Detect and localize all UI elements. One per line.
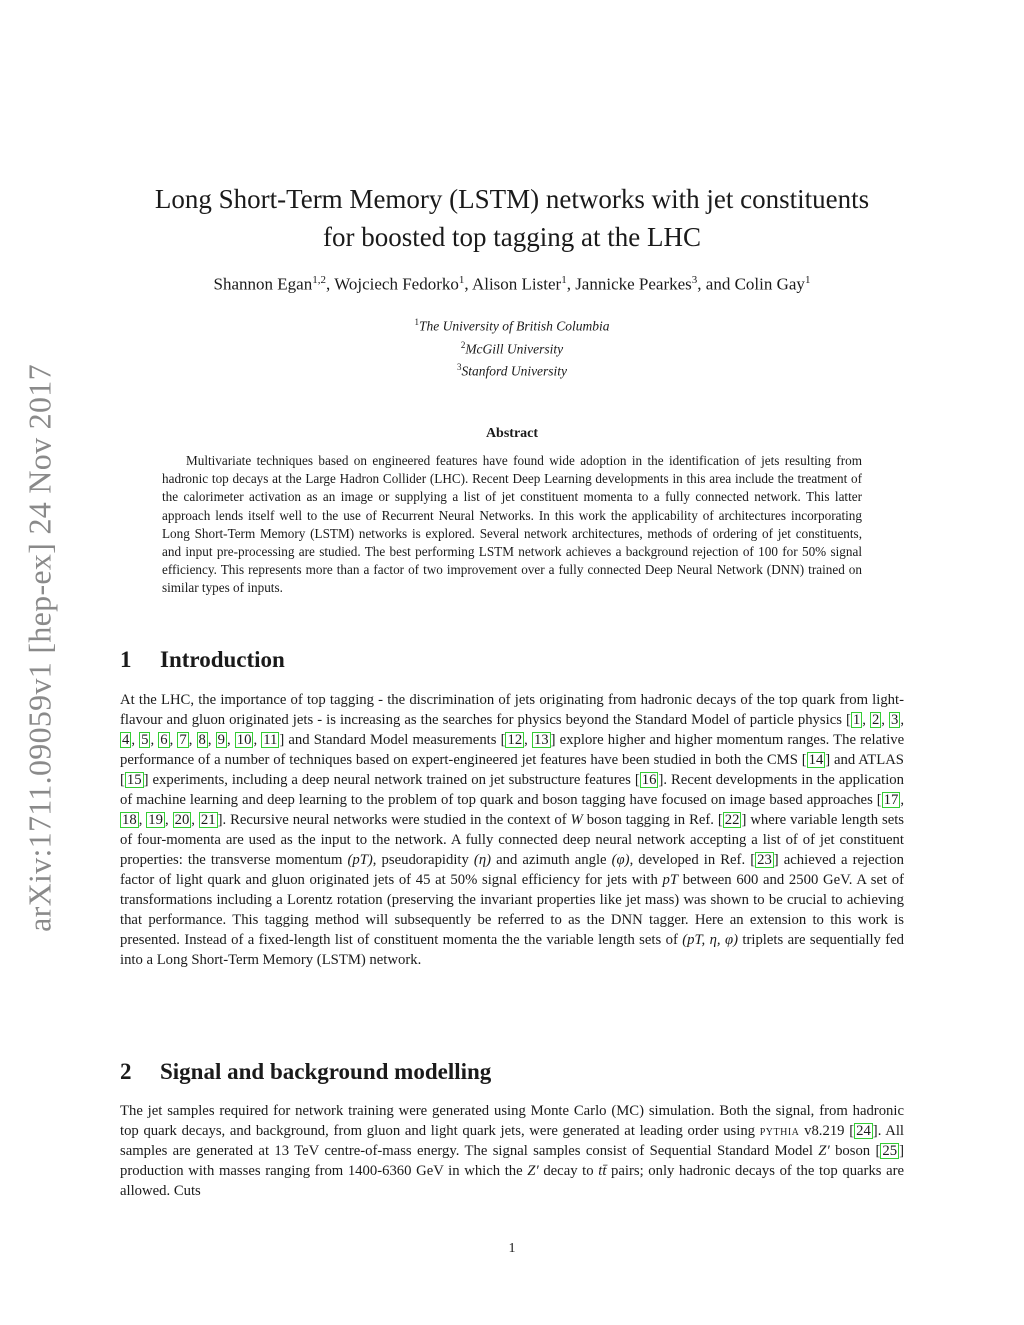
citation-link[interactable]: 5 xyxy=(141,732,149,748)
text-run: and Standard Model measurements xyxy=(288,732,497,748)
author: Alison Lister xyxy=(471,274,562,294)
author-affiliation-mark: 1 xyxy=(458,274,465,286)
citation-link[interactable]: 17 xyxy=(883,792,899,808)
math-symbol: (η) xyxy=(473,852,491,868)
text-run: triplets are sequentially fed into a Long Short-Term Memory (LSTM) network. xyxy=(120,932,905,968)
author: Jannicke Pearkes xyxy=(575,274,692,294)
affiliation-name: The University of British Columbia xyxy=(419,318,610,334)
affiliation-name: Stanford University xyxy=(461,363,568,379)
section-number: 2 xyxy=(120,1059,132,1084)
author: Wojciech Fedorko xyxy=(334,274,459,294)
affiliation xyxy=(300,336,724,359)
text-run: explore higher and higher momentum ranges. The relative performance of a number of techniques based on expert-engineered jet features have been studied in both the CMS xyxy=(120,732,905,768)
citation-link[interactable]: 16 xyxy=(641,772,657,788)
section-number: 1 xyxy=(120,647,132,672)
text-run: pairs; only hadronic decays of the top quarks are allowed. Cuts xyxy=(120,1163,905,1199)
affiliation-number: 3 xyxy=(456,362,462,372)
citation-group: [ 1 , 2 , 3 , 4 , 5 , 6 , 7 , 8 , 9 , 10 , 11 ] xyxy=(122,712,905,748)
text-run: production with masses ranging from 1400-6360 GeV in which the xyxy=(120,1163,523,1179)
affiliation-number: 1 xyxy=(414,317,419,327)
math-symbol: Z′ xyxy=(527,1163,539,1179)
math-symbol: (φ) xyxy=(611,852,630,868)
text-run: and ATLAS xyxy=(834,752,904,768)
author-affiliation-mark: 1 xyxy=(561,274,567,286)
section-heading-introduction xyxy=(120,647,904,673)
citation-group: [ 12 , 13 ] xyxy=(500,732,556,748)
author-separator: , xyxy=(464,274,472,294)
citation-link[interactable]: 12 xyxy=(507,732,523,748)
section-title: Introduction xyxy=(160,647,285,672)
page-number: 1 xyxy=(508,1241,516,1256)
affiliation-list xyxy=(300,313,724,381)
citation-link[interactable]: 2 xyxy=(871,712,880,728)
citation-link[interactable]: 22 xyxy=(724,812,740,828)
affiliation xyxy=(300,358,724,381)
author-separator: , xyxy=(325,274,335,294)
author-affiliation-mark: 3 xyxy=(691,274,698,286)
text-run: boson tagging in Ref. xyxy=(586,812,714,828)
text-run: v8.219 xyxy=(804,1123,845,1139)
abstract-heading: Abstract xyxy=(485,426,539,441)
math-symbol: Z′ xyxy=(818,1143,830,1159)
math-symbol: W xyxy=(570,812,583,828)
citation-link[interactable]: 4 xyxy=(122,732,130,748)
citation-link[interactable]: 24 xyxy=(856,1123,871,1139)
citation-link[interactable]: 11 xyxy=(263,732,278,748)
citation-link[interactable]: 20 xyxy=(174,812,190,828)
citation-link[interactable]: 8 xyxy=(198,732,206,748)
citation-link[interactable]: 1 xyxy=(852,712,861,728)
author-list xyxy=(110,274,914,295)
citation-link[interactable]: 19 xyxy=(148,812,163,828)
title-line-2: for boosted top tagging at the LHC xyxy=(323,222,701,252)
text-run: where variable length sets of four-momenta are used as the input to the network. A fully connected deep neural network accepting a list of of jet constituent properties: the transverse momentum xyxy=(120,812,905,868)
title-line-1: Long Short-Term Memory (LSTM) networks with jet constituents xyxy=(154,184,870,214)
citation-link[interactable]: 14 xyxy=(808,752,824,768)
author-separator: , xyxy=(566,274,576,294)
author: Shannon Egan xyxy=(213,274,313,294)
citation-link[interactable]: 15 xyxy=(126,772,142,788)
text-run: and azimuth angle xyxy=(496,852,607,868)
math-symbol: tt̄ xyxy=(598,1163,607,1179)
citation-group: [ 17 , 18 , 19 , 20 , 21 ] xyxy=(122,792,904,828)
arxiv-identifier: arXiv:1711.09059v1 [hep-ex] 24 Nov 2017 xyxy=(21,364,58,932)
author-affiliation-mark: 1,2 xyxy=(312,274,326,286)
affiliation-name: McGill University xyxy=(465,341,564,356)
text-run: . All samples are generated at 13 TeV centre-of-mass energy. The signal samples consist of Sequential Standard Model xyxy=(120,1123,905,1159)
citation-link[interactable]: 9 xyxy=(217,732,225,748)
section-title: Signal and background modelling xyxy=(160,1059,492,1084)
citation-link[interactable]: 18 xyxy=(122,812,137,828)
math-symbol: (pT, η, φ) xyxy=(682,932,738,948)
paper-title xyxy=(120,180,904,256)
affiliation-number: 2 xyxy=(460,339,466,350)
math-symbol: pT xyxy=(662,872,679,888)
signal-paragraph: The jet samples required for network training were generated using Monte Carlo (MC) simulation. Both the signal, from hadronic top quark decays, and background, from gluon and light quark jets, were generated at leading order using pythia v8.219 [ 24 ]. All samples are generated at 13 TeV centre-of-mass energy. The signal samples consist of Sequential Standard Model Z′ boson [ 25 ] production with masses ranging from 1400-6360 GeV in which the Z′ decay to tt̄ pairs; only hadronic decays of the top quarks are allowed. Cuts xyxy=(120,1103,905,1199)
citation-link[interactable]: 10 xyxy=(236,732,252,748)
text-run: , developed in Ref. xyxy=(629,852,746,868)
text-run: experiments, including a deep neural network trained on jet substructure features xyxy=(152,772,631,788)
affiliation xyxy=(300,313,724,336)
text-run: At the LHC, the importance of top tagging - the discrimination of jets originating from hadronic decays of the top quark from light-flavour and gluon originated jets - is increasing as the searches for physics beyond the Standard Model of particle physics xyxy=(120,692,904,728)
abstract-text: Multivariate techniques based on engineered features have found wide adoption in the identification of jets resulting from hadronic top decays at the Large Hadron Collider (LHC). Recent Deep Learning developments in this area include the treatment of the calorimeter activation as an image or supplying a list of jet constituent momenta to a fully connected network. This latter approach lends itself well to the use of Recurrent Neural Networks. In this work the applicability of architectures incorporating Long Short-Term Memory (LSTM) networks is explored. Several network architectures, methods of ordering of jet constituents, and input pre-processing are studied. The best performing LSTM network achieves a background rejection of 100 for 50% signal efficiency. This represents more than a factor of two improvement over a fully connected Deep Neural Network (DNN) trained on similar types of inputs. xyxy=(162,453,862,596)
citation-link[interactable]: 7 xyxy=(179,732,187,748)
citation-link[interactable]: 25 xyxy=(882,1143,898,1159)
citation-link[interactable]: 13 xyxy=(533,732,549,748)
citation-link[interactable]: 23 xyxy=(757,852,772,868)
text-run: The jet samples required for network training were generated using Monte Carlo (MC) simulation. Both the signal, from hadronic top quark decays, and background, from gluon and light quark jets, were generated at leading order using xyxy=(120,1103,904,1139)
text-run: between 600 and 2500 GeV. A set of transformations including a Lorentz rotation (preserving the invariant properties like jet mass) was shown to be crucial to achieving that performance. This tagging method will subsequently be referred to as the DNN tagger. Here an extension to this work is presented. Instead of a fixed-length list of constituent momenta the the variable length sets of xyxy=(120,872,905,948)
generator-name: pythia xyxy=(759,1123,800,1139)
text-run: . Recursive neural networks were studied in the context of xyxy=(222,812,567,828)
introduction-paragraph: At the LHC, the importance of top tagging - the discrimination of jets originating from hadronic decays of the top quark from light-flavour and gluon originated jets - is increasing as the searches for physics beyond the Standard Model of particle physics [ 1 , 2 , 3 , 4 , 5 , 6 , 7 , 8 , 9 , 10 , 11 ] and Standard Model measurements [ 12 , 13 ] explore higher and higher momentum ranges. The relative performance of a number of techniques based on expert-engineered jet features have been studied in both the CMS [ 14 ] and ATLAS [ 15 ] experiments, including a deep neural network trained on jet substructure features [ 16 ]. Recent developments in the application of machine learning and deep learning to the problem of top quark and boson tagging have focused on image based approaches [ 17 , 18 , 19 , 20 , 21 ]. Recursive neural networks were studied in the context of W boson tagging in Ref. [ 22 ] where variable length sets of four-momenta are used as the input to the network. A fully connected deep neural network accepting a list of of jet constituent properties: the transverse momentum (pT), pseudorapidity (η) and azimuth angle (φ), developed in Ref. [ 23 ] achieved a rejection factor of light quark and gluon originated jets of 45 at 50% signal efficiency for jets with pT between 600 and 2500 GeV. A set of transformations including a Lorentz rotation (preserving the invariant properties like jet mass) was shown to be crucial to achieving that performance. This tagging method will subsequently be referred to as the DNN tagger. Here an extension to this work is presented. Instead of a fixed-length list of constituent momenta the the variable length sets of (pT, η, φ) triplets are sequentially fed into a Long Short-Term Memory (LSTM) network. xyxy=(120,692,905,968)
text-run: decay to xyxy=(543,1163,594,1179)
text-run: , pseudorapidity xyxy=(372,852,469,868)
author: Colin Gay xyxy=(734,274,805,294)
text-run: . Recent developments in the application of machine learning and deep learning to the problem of top quark and boson tagging have focused on image based approaches xyxy=(120,772,904,808)
text-run: achieved a rejection factor of light quark and gluon originated jets of 45 at 50% signal efficiency for jets with xyxy=(120,852,904,888)
citation-link[interactable]: 6 xyxy=(160,732,168,748)
citation-link[interactable]: 21 xyxy=(200,812,216,828)
section-heading-signal xyxy=(120,1059,904,1085)
citation-link[interactable]: 3 xyxy=(891,712,899,728)
author-separator: , and xyxy=(697,274,735,294)
text-run: boson xyxy=(835,1143,871,1159)
math-symbol: (pT) xyxy=(347,852,373,868)
author-affiliation-mark: 1 xyxy=(804,274,811,286)
